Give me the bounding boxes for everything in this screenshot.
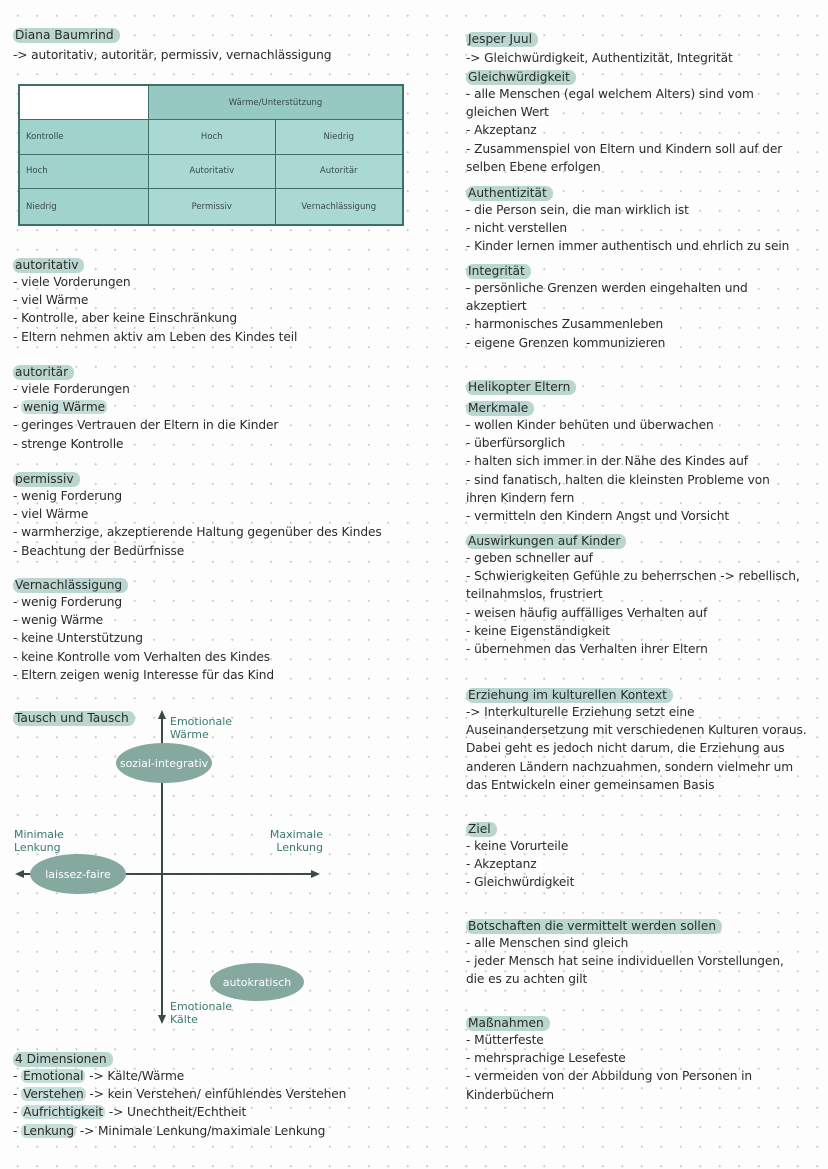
list-item: - alle Menschen (egal welchem Alters) sind vom bbox=[466, 87, 754, 101]
list-item: - geben schneller auf bbox=[466, 551, 593, 565]
list-item: - Lenkung -> Minimale Lenkung/maximale Lenkung bbox=[13, 1123, 326, 1138]
list-item: - Verstehen -> kein Verstehen/ einfühlendes Verstehen bbox=[13, 1087, 347, 1102]
table-cell: Niedrig bbox=[276, 120, 403, 155]
heading-authentizitaet: Authentizität bbox=[466, 186, 553, 201]
list-item: - wollen Kinder behüten und überwachen bbox=[466, 418, 714, 432]
section-helikopter bbox=[466, 376, 816, 525]
list-item: - keine Unterstützung bbox=[13, 631, 143, 646]
heading-ziel: Ziel bbox=[466, 822, 497, 837]
section-juul bbox=[466, 28, 816, 67]
list-item: - keine Vorurteile bbox=[466, 839, 569, 853]
list-item: das Entwickeln einer gemeinsamen Basis bbox=[466, 777, 715, 792]
list-item: gleichen Wert bbox=[466, 105, 549, 120]
ellipse-laissez-faire: laissez-faire bbox=[30, 854, 126, 894]
heading-baumrind: Diana Baumrind bbox=[13, 28, 120, 43]
list-item: - keine Eigenständigkeit bbox=[466, 623, 610, 638]
list-item: - Schwierigkeiten Gefühle zu beherrschen -> rebellisch, bbox=[466, 569, 800, 584]
section-vernachlaessigung bbox=[13, 574, 408, 684]
list-item: - Kinder lernen immer authentisch und ehrlich zu sein bbox=[466, 239, 790, 254]
arrow-down-icon bbox=[158, 1015, 166, 1024]
table-cell: Hoch bbox=[20, 155, 149, 190]
list-item: - viel Wärme bbox=[13, 507, 89, 522]
list-item: - Beachtung der Bedürfnisse bbox=[13, 543, 185, 558]
heading-merkmale: Merkmale bbox=[466, 401, 534, 416]
list-item: - Eltern zeigen wenig Interesse für das Kind bbox=[13, 667, 275, 682]
list-item: - jeder Mensch hat seine individuellen Vorstellungen, bbox=[466, 954, 784, 969]
list-item: - alle Menschen sind gleich bbox=[466, 936, 629, 950]
list-item: - sind fanatisch, halten die kleinsten Probleme von bbox=[466, 472, 770, 487]
label-emotionale-waerme: Emotionale Wärme bbox=[170, 715, 233, 741]
table-cell: Vernachlässigung bbox=[301, 201, 377, 212]
list-item: - nicht verstellen bbox=[466, 221, 568, 236]
arrow-right-icon bbox=[311, 870, 320, 878]
list-item: - harmonisches Zusammenleben bbox=[466, 317, 664, 332]
list-item: - viele Vorderungen bbox=[13, 275, 131, 289]
section-ziel bbox=[466, 818, 816, 892]
heading-helikopter: Helikopter Eltern bbox=[466, 380, 576, 395]
list-item: - halten sich immer in der Nähe des Kindes auf bbox=[466, 454, 748, 469]
list-item: - Eltern nehmen aktiv am Leben des Kindes teil bbox=[13, 329, 298, 344]
list-item: - weisen häufig auffälliges Verhalten auf bbox=[466, 605, 708, 620]
table-cell: Hoch bbox=[149, 120, 276, 155]
list-item: teilnahmslos, frustriert bbox=[466, 587, 603, 602]
dimension-key: Emotional bbox=[23, 1069, 84, 1083]
list-item: - Akzeptanz bbox=[466, 857, 537, 872]
heading-vernachlaessigung: Vernachlässigung bbox=[13, 578, 128, 593]
section-gleichwuerdigkeit bbox=[466, 66, 816, 176]
list-item: - viele Forderungen bbox=[13, 382, 130, 396]
highlight: wenig Wärme bbox=[23, 400, 106, 415]
list-item: - Aufrichtigkeit -> Unechtheit/Echtheit bbox=[13, 1105, 247, 1120]
list-item: - wenig Forderung bbox=[13, 595, 123, 609]
table-cell: Autoritativ bbox=[149, 155, 276, 190]
section-massnahmen bbox=[466, 1012, 816, 1104]
list-item: - keine Kontrolle vom Verhalten des Kindes bbox=[13, 649, 271, 664]
label-minimale-lenkung: Minimale Lenkung bbox=[14, 828, 64, 854]
list-item: - Gleichwürdigkeit bbox=[466, 875, 575, 890]
list-item: Auseinandersetzung mit verschiedenen Kulturen voraus. bbox=[466, 723, 807, 738]
list-item: -> Interkulturelle Erziehung setzt eine bbox=[466, 705, 695, 719]
list-item: - wenig Forderung bbox=[13, 489, 123, 503]
heading-integritaet: Integrität bbox=[466, 264, 531, 279]
section-autoritativ bbox=[13, 254, 408, 346]
table-corner bbox=[20, 86, 149, 120]
section-integritaet bbox=[466, 260, 816, 352]
heading-juul: Jesper Juul bbox=[466, 32, 538, 47]
list-item: - wenig Wärme bbox=[13, 613, 104, 628]
list-item: - Akzeptanz bbox=[466, 123, 537, 138]
section-auswirkungen bbox=[466, 530, 816, 658]
heading-massnahmen: Maßnahmen bbox=[466, 1016, 550, 1031]
list-item: - Zusammenspiel von Eltern und Kindern soll auf der bbox=[466, 141, 783, 156]
dimension-key: Verstehen bbox=[23, 1087, 84, 1102]
list-item: selben Ebene erfolgen bbox=[466, 159, 601, 174]
list-item: - vermitteln den Kindern Angst und Vorsicht bbox=[466, 509, 729, 524]
section-baumrind bbox=[13, 24, 408, 64]
ellipse-sozial-integrativ: sozial-integrativ bbox=[116, 743, 212, 783]
list-item: die es zu achten gilt bbox=[466, 972, 588, 987]
heading-tausch: Tausch und Tausch bbox=[13, 711, 135, 726]
section-dimensionen bbox=[13, 1048, 408, 1140]
table-cell: Autoritär bbox=[276, 155, 403, 190]
label-emotionale-kaelte: Emotionale Kälte bbox=[170, 1000, 233, 1026]
arrow-left-icon bbox=[15, 870, 24, 878]
section-kultur bbox=[466, 684, 816, 794]
list-item: - eigene Grenzen kommunizieren bbox=[466, 335, 666, 350]
table-header: Wärme/Unterstützung bbox=[149, 86, 402, 120]
list-item: - übernehmen das Verhalten ihrer Eltern bbox=[466, 642, 708, 657]
heading-kultur: Erziehung im kulturellen Kontext bbox=[466, 688, 673, 703]
heading-autoritativ: autoritativ bbox=[13, 258, 84, 273]
list-item: - Kontrolle, aber keine Einschränkung bbox=[13, 311, 237, 326]
label-maximale-lenkung: Maximale Lenkung bbox=[269, 828, 323, 854]
heading-gleichwuerdigkeit: Gleichwürdigkeit bbox=[466, 70, 576, 85]
section-authentizitaet bbox=[466, 182, 816, 256]
list-item: - wenig Wärme bbox=[13, 400, 106, 415]
table-cell: Kontrolle bbox=[20, 120, 149, 155]
list-item: - strenge Kontrolle bbox=[13, 436, 124, 451]
list-item: anderen Ländern nachzuahmen, sondern vielmehr um bbox=[466, 759, 794, 774]
list-item: - vermeiden von der Abbildung von Personen in bbox=[466, 1069, 753, 1084]
list-item: - geringes Vertrauen der Eltern in die Kinder bbox=[13, 418, 279, 433]
ellipse-autokratisch: autokratisch bbox=[210, 963, 304, 1001]
heading-botschaften: Botschaften die vermittelt werden sollen bbox=[466, 919, 722, 934]
baumrind-line: -> autoritativ, autoritär, permissiv, vernachlässigung bbox=[13, 48, 332, 62]
list-item: - Mütterfeste bbox=[466, 1033, 544, 1047]
dimension-key: Aufrichtigkeit bbox=[23, 1105, 104, 1120]
list-item: - überfürsorglich bbox=[466, 436, 566, 451]
baumrind-table bbox=[18, 84, 404, 226]
list-item: - viel Wärme bbox=[13, 293, 89, 308]
section-autoritaer bbox=[13, 361, 408, 453]
heading-permissiv: permissiv bbox=[13, 472, 80, 487]
juul-line: -> Gleichwürdigkeit, Authentizität, Integrität bbox=[466, 51, 733, 65]
list-item: Kinderbüchern bbox=[466, 1087, 554, 1102]
heading-auswirkungen: Auswirkungen auf Kinder bbox=[466, 534, 626, 549]
list-item: - warmherzige, akzeptierende Haltung gegenüber des Kindes bbox=[13, 525, 382, 540]
table-cell: Niedrig bbox=[20, 189, 149, 224]
list-item: akzeptiert bbox=[466, 299, 527, 314]
arrow-up-icon bbox=[158, 710, 166, 719]
list-item: - Emotional -> Kälte/Wärme bbox=[13, 1069, 185, 1083]
list-item: - mehrsprachige Lesefeste bbox=[466, 1051, 626, 1066]
list-item: ihren Kindern fern bbox=[466, 490, 575, 505]
section-permissiv bbox=[13, 468, 408, 560]
list-item: Dabei geht es jedoch nicht darum, die Erziehung aus bbox=[466, 741, 785, 756]
dimension-key: Lenkung bbox=[23, 1123, 75, 1138]
section-botschaften bbox=[466, 915, 816, 989]
heading-autoritaer: autoritär bbox=[13, 365, 74, 380]
list-item: - die Person sein, die man wirklich ist bbox=[466, 203, 689, 217]
heading-dimensionen: 4 Dimensionen bbox=[13, 1052, 113, 1067]
list-item: - persönliche Grenzen werden eingehalten und bbox=[466, 281, 748, 295]
table-cell: Permissiv bbox=[149, 189, 276, 224]
tausch-diagram bbox=[13, 700, 353, 1040]
